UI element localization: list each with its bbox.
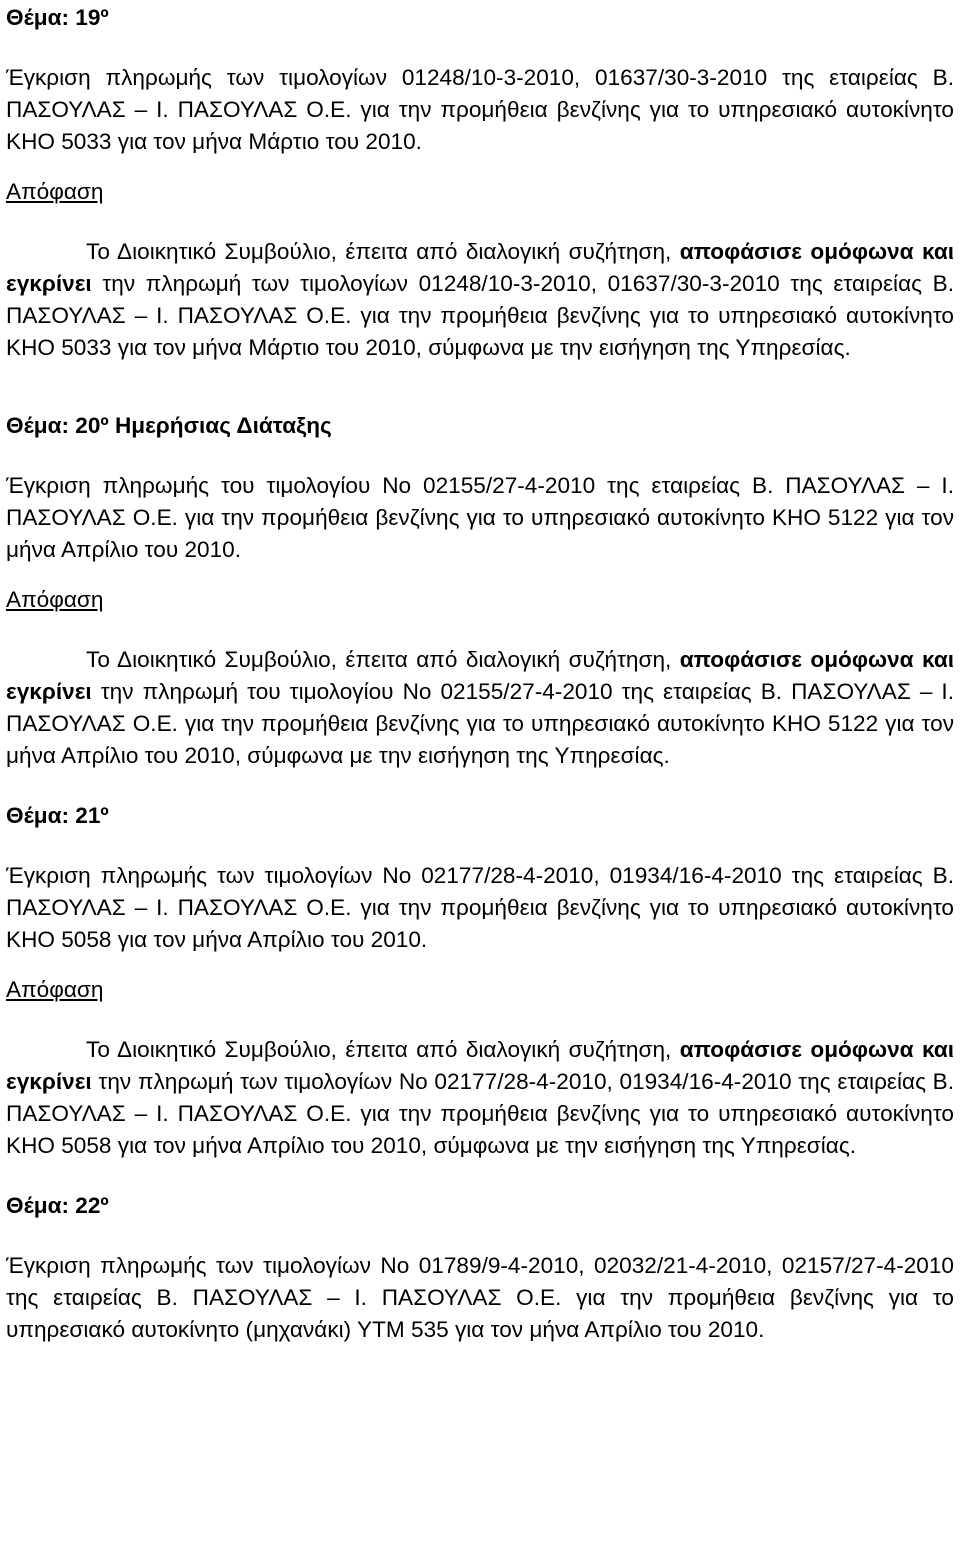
decision-rest: την πληρωμή των τιμολογίων 01248/10-3-2010, 01637/30-3-2010 της εταιρείας Β. ΠΑΣΟΥΛΑΣ – Ι. ΠΑΣΟΥΛΑΣ Ο.Ε. για την προμήθεια βενζίνης για το υπηρεσιακό αυτοκίνητο ΚΗΟ 5033 για τον μήνα Μάρτιο του 2010, σύμφωνα με την εισήγηση της Υπηρεσίας. <box>6 271 954 360</box>
topic-heading: Θέμα: 21º <box>6 803 109 828</box>
topic-subject: Έγκριση πληρωμής των τιμολογίων Νο 01789/9-4-2010, 02032/21-4-2010, 02157/27-4-2010 της εταιρείας Β. ΠΑΣΟΥΛΑΣ – Ι. ΠΑΣΟΥΛΑΣ Ο.Ε. για την προμήθεια βενζίνης για το υπηρεσιακό αυτοκίνητο (μηχανάκι) ΥΤΜ 535 για τον μήνα Απρίλιο του 2010. <box>6 1253 954 1342</box>
decision-label: Απόφαση <box>6 977 104 1002</box>
topic-subject: Έγκριση πληρωμής του τιμολογίου Νο 02155/27-4-2010 της εταιρείας Β. ΠΑΣΟΥΛΑΣ – Ι. ΠΑΣΟΥΛΑΣ Ο.Ε. για την προμήθεια βενζίνης για το υπηρεσιακό αυτοκίνητο ΚΗΟ 5122 για τον μήνα Απρίλιο του 2010. <box>6 473 954 562</box>
decision-intro: Το Διοικητικό Συμβούλιο, έπειτα από διαλογική συζήτηση, <box>86 239 680 264</box>
decision-label: Απόφαση <box>6 179 104 204</box>
decision-intro: Το Διοικητικό Συμβούλιο, έπειτα από διαλογική συζήτηση, <box>86 1037 680 1062</box>
decision-intro: Το Διοικητικό Συμβούλιο, έπειτα από διαλογική συζήτηση, <box>86 647 680 672</box>
decision-rest: την πληρωμή των τιμολογίων Νο 02177/28-4-2010, 01934/16-4-2010 της εταιρείας Β. ΠΑΣΟΥΛΑΣ – Ι. ΠΑΣΟΥΛΑΣ Ο.Ε. για την προμήθεια βενζίνης για το υπηρεσιακό αυτοκίνητο ΚΗΟ 5058 για τον μήνα Απρίλιο του 2010, σύμφωνα με την εισήγηση της Υπηρεσίας. <box>6 1069 954 1158</box>
topic-heading: Θέμα: 19º <box>6 5 109 30</box>
decision-rest: την πληρωμή του τιμολογίου Νο 02155/27-4-2010 της εταιρείας Β. ΠΑΣΟΥΛΑΣ – Ι. ΠΑΣΟΥΛΑΣ Ο.Ε. για την προμήθεια βενζίνης για το υπηρεσιακό αυτοκίνητο ΚΗΟ 5122 για τον μήνα Απρίλιο του 2010, σύμφωνα με την εισήγηση της Υπηρεσίας. <box>6 679 954 768</box>
decision-bold: αποφάσισε ομόφωνα και εγκρίνει <box>6 647 954 704</box>
decision-text <box>6 644 954 772</box>
topic-subject: Έγκριση πληρωμής των τιμολογίων Νο 02177/28-4-2010, 01934/16-4-2010 της εταιρείας Β. ΠΑΣΟΥΛΑΣ – Ι. ΠΑΣΟΥΛΑΣ Ο.Ε. για την προμήθεια βενζίνης για το υπηρεσιακό αυτοκίνητο ΚΗΟ 5058 για τον μήνα Απρίλιο του 2010. <box>6 863 954 952</box>
topic-21 <box>6 800 954 1162</box>
decision-text <box>6 1034 954 1162</box>
topic-heading: Θέμα: 20º Ημερήσιας Διάταξης <box>6 413 332 438</box>
decision-label: Απόφαση <box>6 587 104 612</box>
topic-20 <box>6 410 954 772</box>
topic-subject: Έγκριση πληρωμής των τιμολογίων 01248/10-3-2010, 01637/30-3-2010 της εταιρείας Β. ΠΑΣΟΥΛΑΣ – Ι. ΠΑΣΟΥΛΑΣ Ο.Ε. για την προμήθεια βενζίνης για το υπηρεσιακό αυτοκίνητο ΚΗΟ 5033 για τον μήνα Μάρτιο του 2010. <box>6 65 954 154</box>
decision-text <box>6 236 954 364</box>
decision-bold: αποφάσισε ομόφωνα και εγκρίνει <box>6 1037 954 1094</box>
topic-19 <box>6 2 954 364</box>
topic-heading: Θέμα: 22º <box>6 1193 109 1218</box>
topic-22 <box>6 1190 954 1346</box>
decision-bold: αποφάσισε ομόφωνα και εγκρίνει <box>6 239 954 296</box>
